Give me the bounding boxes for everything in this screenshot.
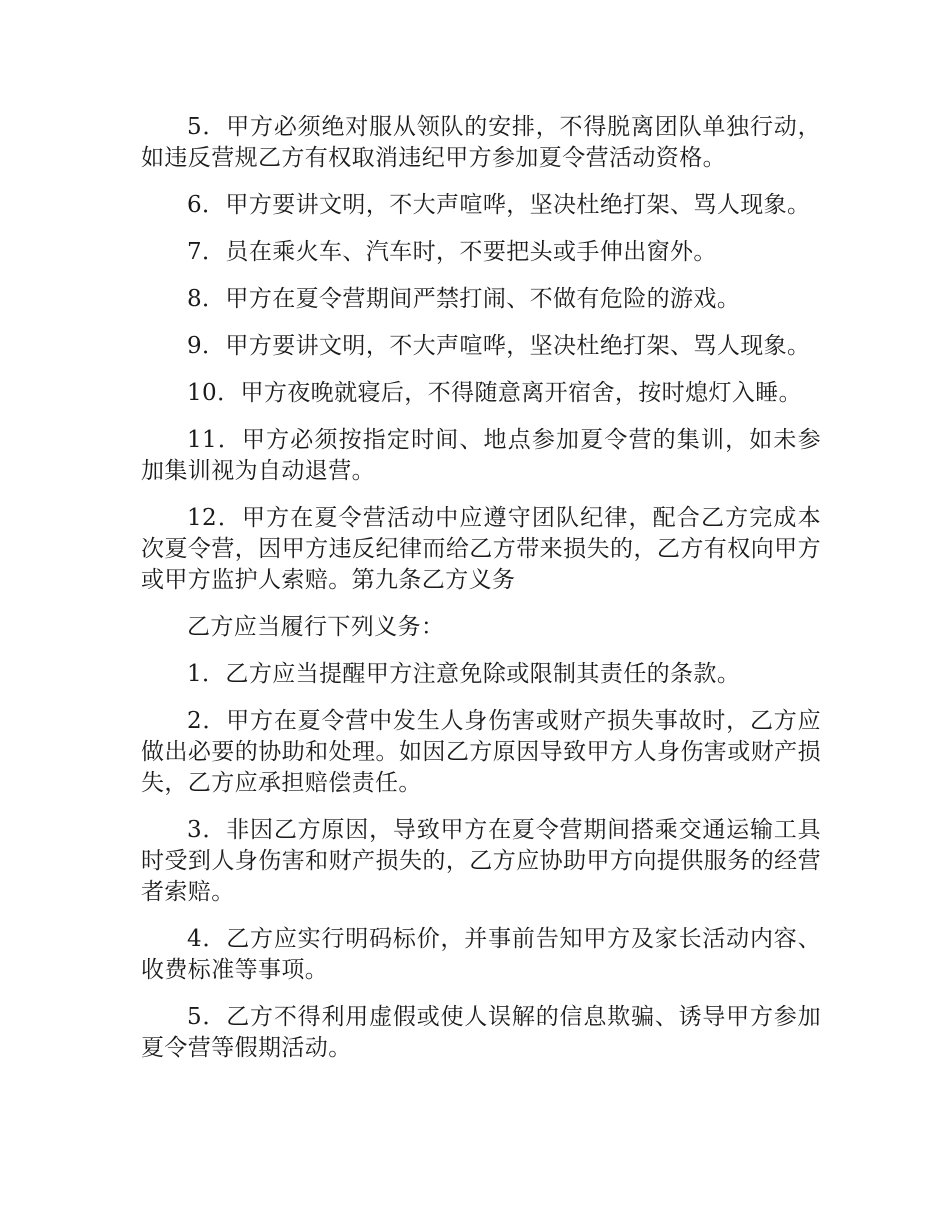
paragraph-party-b-obligations-intro: 乙方应当履行下列义务： [187,614,445,640]
paragraph-b3-transport-claims: 3．非因乙方原因，导致甲方在夏令营期间搭乘交通运输工具时受到人身伤害和财产损失的，乙方应协助甲方向提供服务的经营者索赔。 [141,817,821,905]
paragraph-b5-no-misleading-info: 5．乙方不得利用虚假或使人误解的信息欺骗、诱导甲方参加夏令营等假期活动。 [141,1004,821,1061]
paragraph-11-training: 11．甲方必须按指定时间、地点参加夏令营的集训，如未参加集训视为自动退营。 [141,427,821,484]
paragraph-b2-accident-assistance: 2．甲方在夏令营中发生人身伤害或财产损失事故时，乙方应做出必要的协助和处理。如因乙方原因导致甲方人身伤害或财产损失，乙方应承担赔偿责任。 [141,708,821,796]
paragraph-7-vehicle-safety: 7．员在乘火车、汽车时，不要把头或手伸出窗外。 [187,239,717,265]
paragraph-10-curfew: 10．甲方夜晚就寝后，不得随意离开宿舍，按时熄灯入睡。 [187,380,803,406]
paragraph-b1-remind-clauses: 1．乙方应当提醒甲方注意免除或限制其责任的条款。 [187,661,741,687]
paragraph-5-obey-leader: 5．甲方必须绝对服从领队的安排，不得脱离团队单独行动，如违反营规乙方有权取消违纪甲方参加夏令营活动资格。 [141,114,821,171]
document-body [141,112,821,1080]
paragraph-6-civility: 6．甲方要讲文明，不大声喧哗，坚决杜绝打架、骂人现象。 [187,192,811,218]
paragraph-b4-clear-pricing: 4．乙方应实行明码标价，并事前告知甲方及家长活动内容、收费标准等事项。 [141,926,821,983]
paragraph-12-discipline: 12．甲方在夏令营活动中应遵守团队纪律，配合乙方完成本次夏令营，因甲方违反纪律而给乙方带来损失的，乙方有权向甲方或甲方监护人索赔。第九条乙方义务 [141,505,821,593]
paragraph-8-no-dangerous-games: 8．甲方在夏令营期间严禁打闹、不做有危险的游戏。 [187,286,741,312]
paragraph-9-civility: 9．甲方要讲文明，不大声喧哗，坚决杜绝打架、骂人现象。 [187,333,811,359]
